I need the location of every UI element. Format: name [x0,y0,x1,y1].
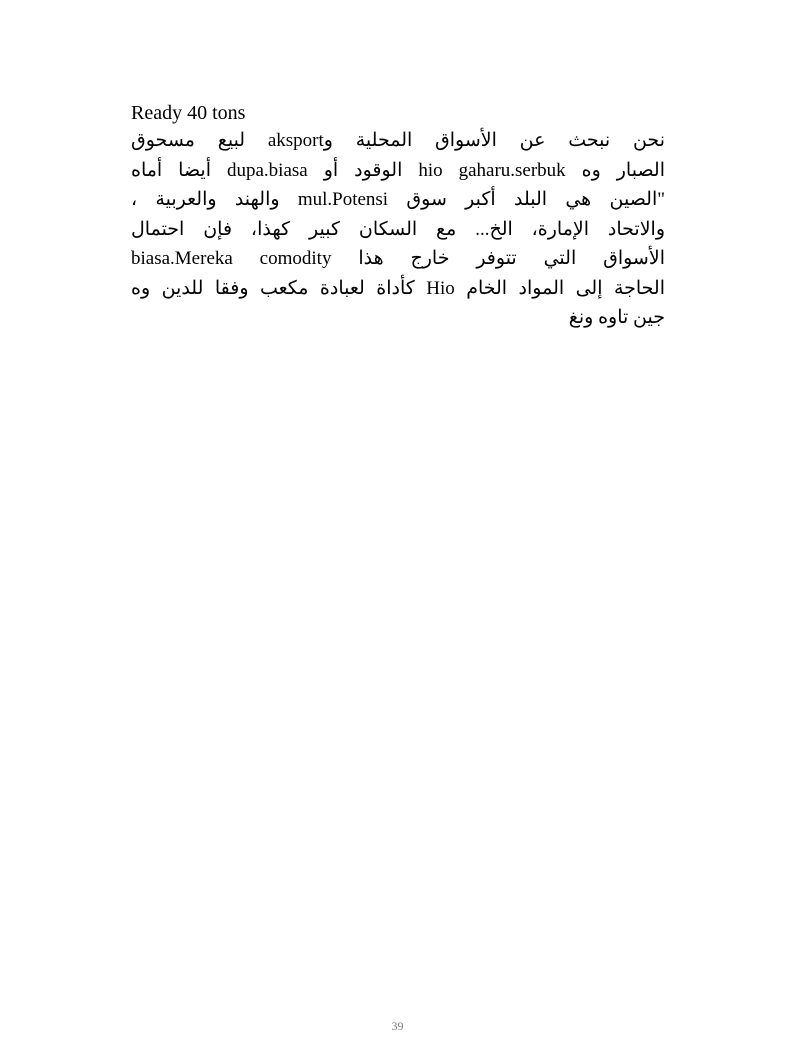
body-paragraph [131,126,665,333]
paragraph-line: جين تاوه ونغ [568,307,665,328]
page-number: 39 [391,1019,404,1033]
paragraph-line: والاتحاد الإمارة، الخ... مع السكان كبير كهذا، فإن احتمال [131,218,665,240]
paragraph-line: نحن نبحث عن الأسواق المحلية وaksport لبيع مسحوق [131,130,665,151]
paragraph-line: الأسواق التي تتوفر خارج هذا biasa.Mereka comodity [131,248,665,269]
document-content [131,100,665,333]
paragraph-line: الصبار وه hio gaharu.serbuk الوقود أو dupa.biasa أيضا أماه [131,159,665,181]
paragraph-line: "الصين هي البلد أكبر سوق mul.Potensi والهند والعربية ، [131,189,665,210]
paragraph-line: الحاجة إلى المواد الخام Hio كأداة لعبادة مكعب وفقا للدين وه [131,277,665,299]
heading-text: Ready 40 tons [131,102,246,124]
